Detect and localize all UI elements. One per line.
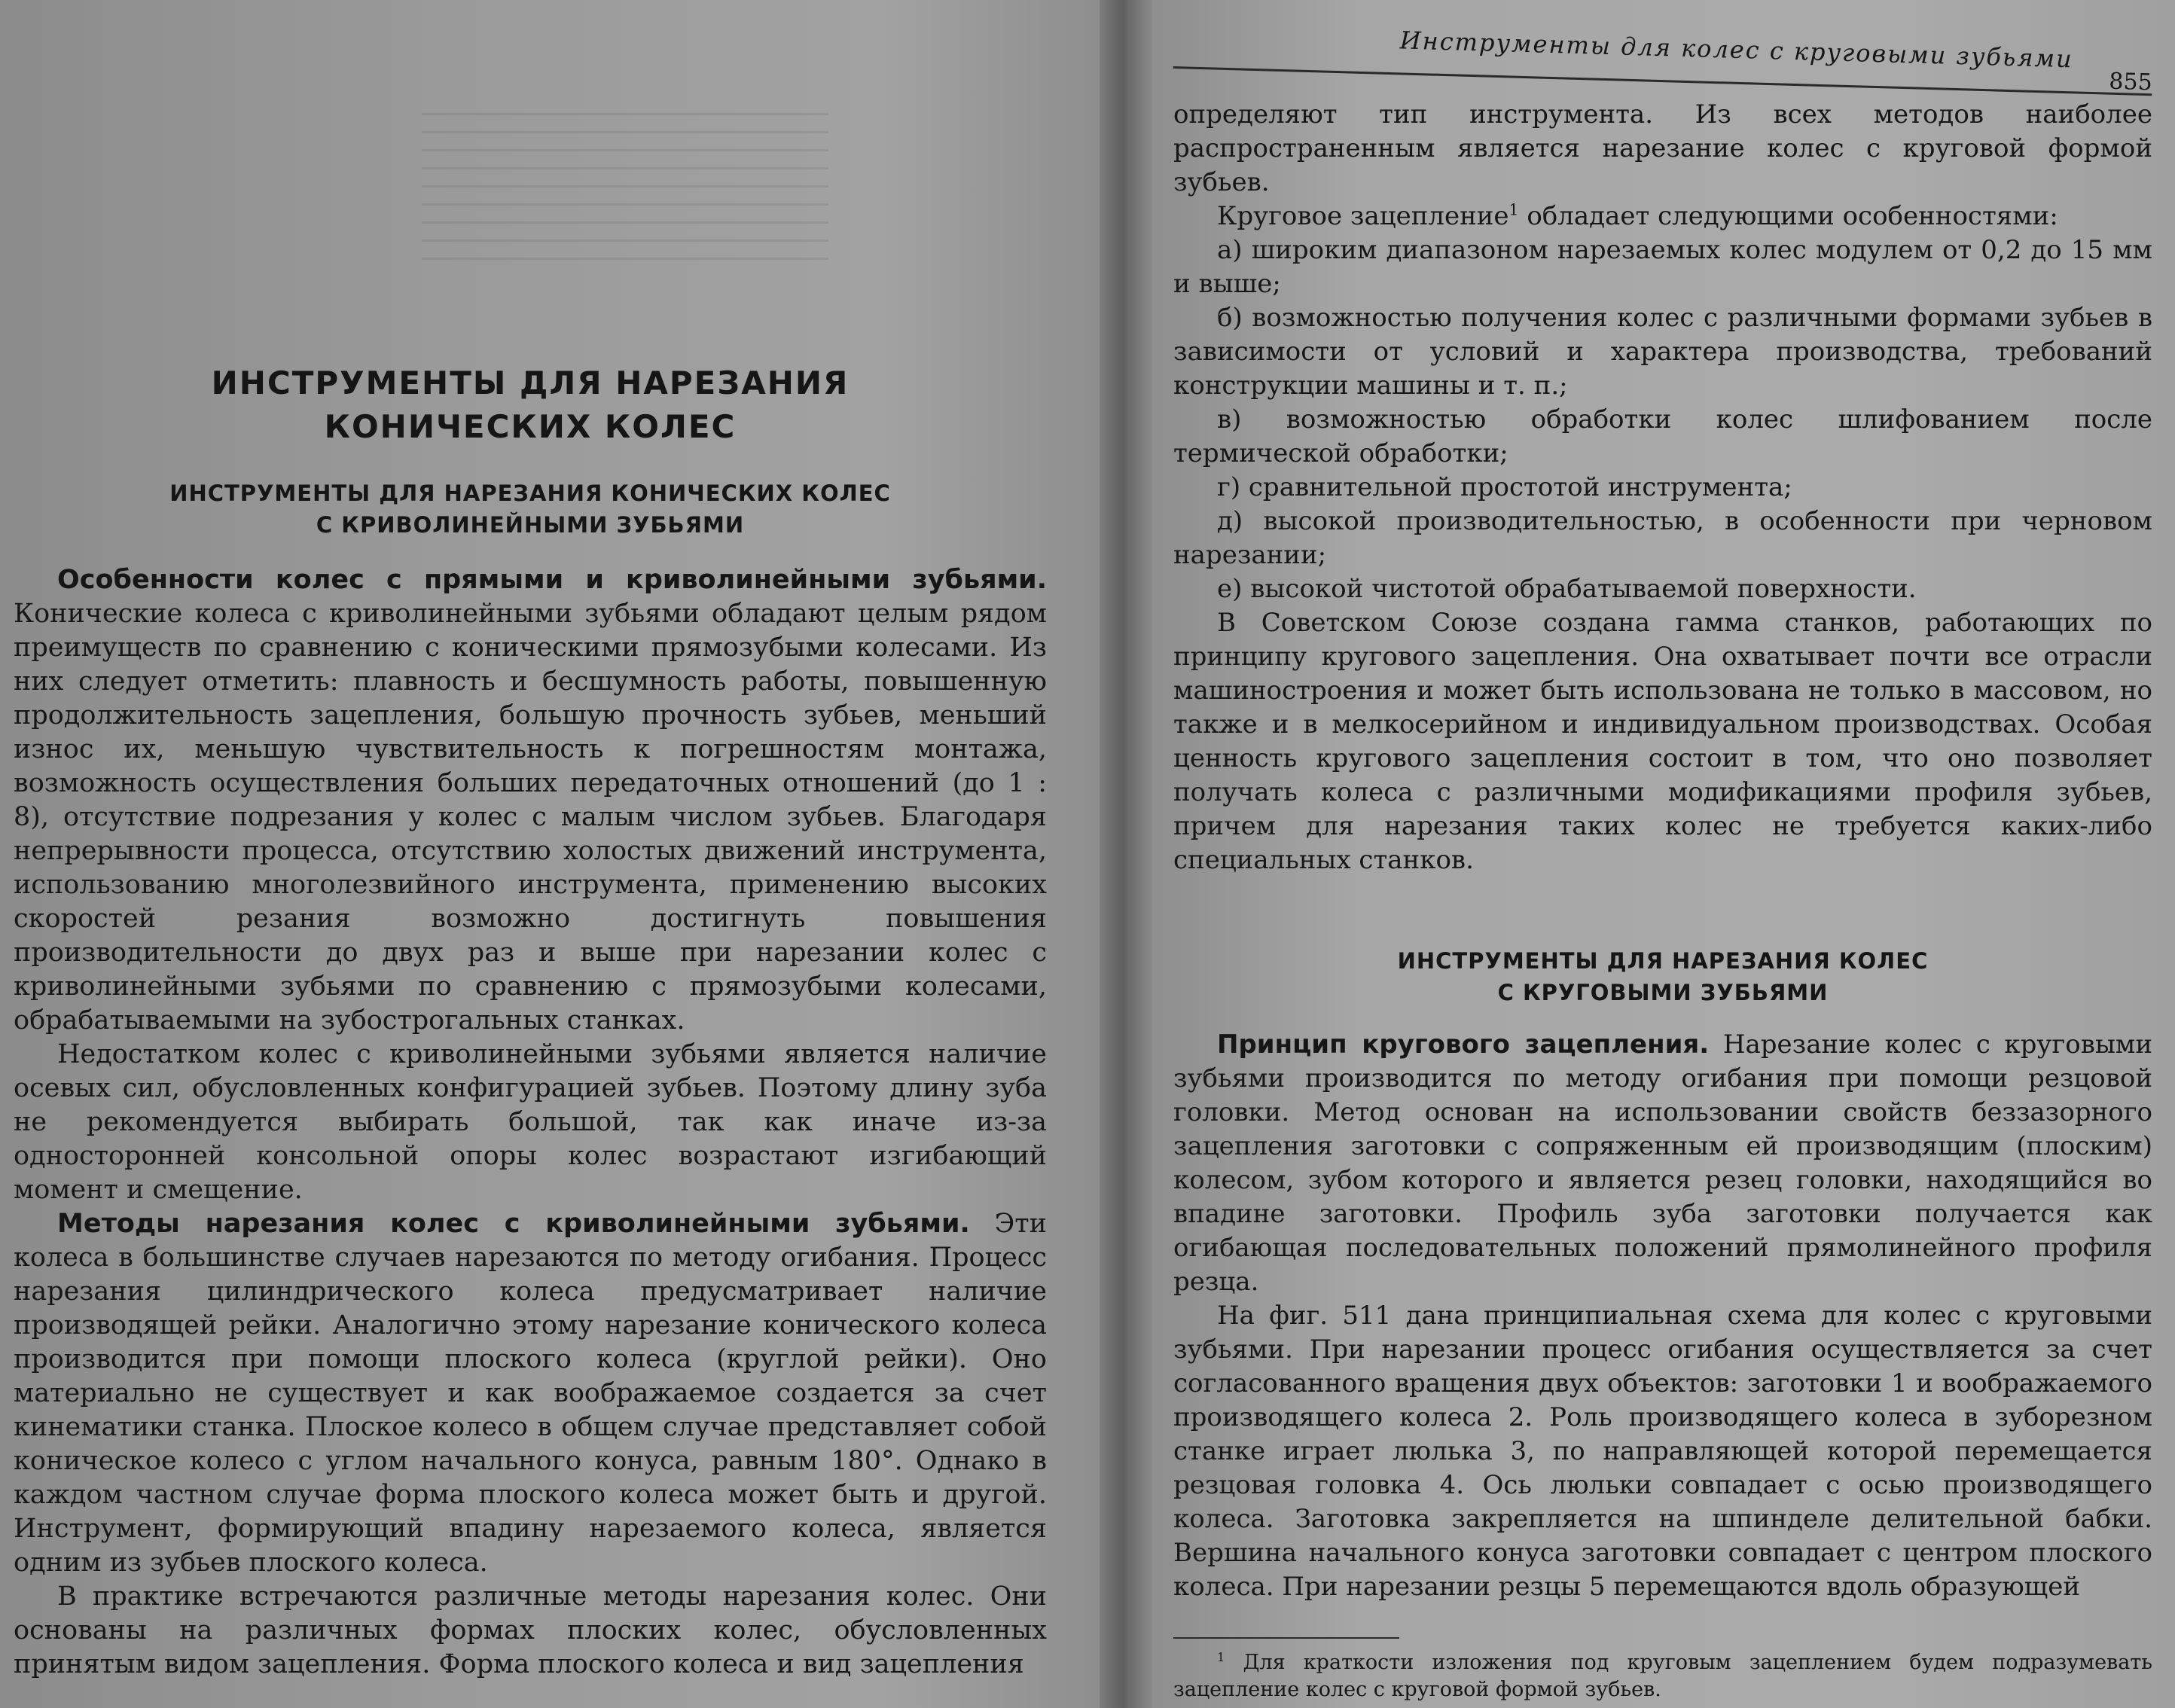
footnote-text: Для краткости изложения под круговым зацеплением будем подразумевать зацепление колес с круговой формой зубьев.	[1173, 1651, 2152, 1701]
page-number: 855	[2108, 68, 2153, 96]
section-title-curved-teeth	[14, 477, 1047, 541]
paragraph-principle	[1173, 1028, 2152, 1299]
paragraph-practice	[14, 1580, 1047, 1682]
section-title-line-1: ИНСТРУМЕНТЫ ДЛЯ НАРЕЗАНИЯ КОЛЕС	[1397, 948, 1929, 974]
list-item: г) сравнительной простотой инструмента;	[1217, 472, 1792, 502]
footnote-reference: 1	[1508, 200, 1519, 219]
run-in-heading-principle: Принцип кругового зацепления.	[1217, 1029, 1710, 1060]
section-title-line-2: С КРУГОВЫМИ ЗУБЬЯМИ	[1497, 980, 1829, 1005]
section-title-line-2: С КРИВОЛИНЕЙНЫМИ ЗУБЬЯМИ	[316, 512, 745, 538]
section-title-circular-teeth	[1173, 945, 2152, 1008]
paragraph-text: Эти колеса в большинстве случаев нарезаются по методу огибания. Процесс нарезания цилиндрического колеса предусматривает наличие производящей рейки. Аналогично этому нарезание конического колеса производится при помощи плоского колеса (круглой рейки). Оно материально не существует и как воображаемое создается за счет кинематики станка. Плоское колесо в общем случае представляет собой коническое колесо с углом начального конуса, равным 180°. Однако в каждом частном случае форма плоского колеса может быть и другой. Инструмент, формирующий впадину нарезаемого колеса, является одним из зубьев плоского колеса.	[14, 1209, 1047, 1578]
running-title: Инструменты для колес с круговыми зубьями	[1399, 26, 2074, 74]
list-item: а) широким диапазоном нарезаемых колес модулем от 0,2 до 15 мм и выше;	[1173, 235, 2152, 299]
paragraph-figure-511	[1173, 1299, 2152, 1604]
paragraph-continuation	[1173, 98, 2152, 200]
book-gutter	[1100, 0, 1152, 1708]
paragraph-text: определяют тип инструмента. Из всех методов наиболее распространенным является нарезание колес с круговой формой зубьев.	[1173, 99, 2152, 197]
paragraph-text: В Советском Союзе создана гамма станков, работающих по принципу кругового зацепления. Она охватывает почти все отрасли машиностроения и может быть использована не только в массовом, но также и в мелкосерийном и индивидуальном производствах. Особая ценность кругового зацепления состоит в том, что оно позволяет получать колеса с различными модификациями профиля зубьев, причем для нарезания таких колес не требуется каких-либо специальных станков.	[1173, 608, 2152, 875]
paragraph-features	[14, 563, 1047, 1038]
paragraph-text: В практике встречаются различные методы нарезания колес. Они основаны на различных формах плоских колес, обусловленных принятым видом зацепления. Форма плоского колеса и вид зацепления	[14, 1581, 1047, 1679]
paragraph-text: Нарезание колес с круговыми зубьями производится по методу огибания при помощи резцовой головки. Метод основан на использовании свойств беззазорного зацепления заготовки с сопряженным ей производящим (плоским) колесом, зубом которого и является резец головки, находящийся во впадине заготовки. Профиль зуба заготовки получается как огибающая последовательных положений прямолинейного профиля резца.	[1173, 1029, 2153, 1297]
paragraph-text: обладает следующими особенностями:	[1527, 201, 2058, 231]
left-page-content	[14, 361, 1047, 1682]
list-item: б) возможностью получения колес с различными формами зубьев в зависимости от условий и характера производства, требований конструкции машины и т. п.;	[1173, 303, 2152, 401]
list-item: в) возможностью обработки колес шлифованием после термической обработки;	[1173, 404, 2152, 468]
paragraph-text: Недостатком колес с криволинейными зубьями является наличие осевых сил, обусловленных конфигурацией зубьев. Поэтому длину зуба не рекомендуется выбирать большой, так как иначе из-за односторонней консольной опоры колес возрастают изгибающий момент и смещение.	[14, 1039, 1047, 1205]
paragraph-circular-intro	[1173, 200, 2152, 233]
footnote	[1173, 1649, 2152, 1703]
paragraph-text: Конические колеса с криволинейными зубьями обладают целым рядом преимуществ по сравнению с коническими прямозубыми колесами. Из них следует отметить: плавность и бесшумность работы, повышенную продолжительность зацепления, большую прочность зубьев, меньший износ их, меньшую чувствительность к погрешностям монтажа, возможность осуществления больших передаточных отношений (до 1 : 8), отсутствие подрезания у колес с малым числом зубьев. Благодаря непрерывности процесса, отсутствию холостых движений инструмента, использованию многолезвийного инструмента, применению высоких скоростей резания возможно достигнуть повышения производительности до двух раз и выше при нарезании колес с криволинейными зубьями по сравнению с прямозубыми колесами, обрабатываемыми на зубострогальных станках.	[14, 599, 1047, 1035]
paragraph-text: На фиг. 511 дана принципиальная схема для колес с круговыми зубьями. При нарезании процесс огибания осуществляется за счет согласованного вращения двух объектов: заготовки 1 и воображаемого производящего колеса 2. Роль производящего колеса в зуборезном станке играет люлька 3, по направляющей которой перемещается резцовая головка 4. Ось люльки совпадает с осью производящего колеса. Заготовка закрепляется на шпинделе делительной бабки. Вершина начального конуса заготовки совпадает с центром плоского колеса. При нарезании резцы 5 перемещаются вдоль образующей	[1173, 1301, 2152, 1602]
chapter-title-line-1: ИНСТРУМЕНТЫ ДЛЯ НАРЕЗАНИЯ	[211, 364, 850, 401]
running-head	[1173, 6, 2154, 96]
list-item: е) высокой чистотой обрабатываемой поверхности.	[1217, 574, 1917, 604]
paragraph-drawback	[14, 1038, 1047, 1207]
footnote-mark: 1	[1217, 1650, 1225, 1664]
paragraph-soviet-machines	[1173, 606, 2152, 877]
paragraph-methods	[14, 1207, 1047, 1580]
show-through-text	[422, 113, 828, 271]
run-in-heading-methods: Методы нарезания колес с криволинейными зубьями.	[57, 1209, 970, 1239]
section-title-line-1: ИНСТРУМЕНТЫ ДЛЯ НАРЕЗАНИЯ КОНИЧЕСКИХ КОЛЕС	[169, 480, 891, 506]
paragraph-text: Круговое зацепление	[1217, 201, 1509, 231]
list-item: д) высокой производительностью, в особенности при черновом нарезании;	[1173, 506, 2152, 570]
chapter-title	[14, 361, 1047, 449]
chapter-title-line-2: КОНИЧЕСКИХ КОЛЕС	[324, 408, 737, 445]
run-in-heading-features: Особенности колес с прямыми и криволинейными зубьями.	[57, 565, 1047, 595]
right-page	[1152, 0, 2175, 1708]
footnote-divider	[1173, 1637, 1399, 1639]
right-page-content	[1173, 98, 2152, 1703]
